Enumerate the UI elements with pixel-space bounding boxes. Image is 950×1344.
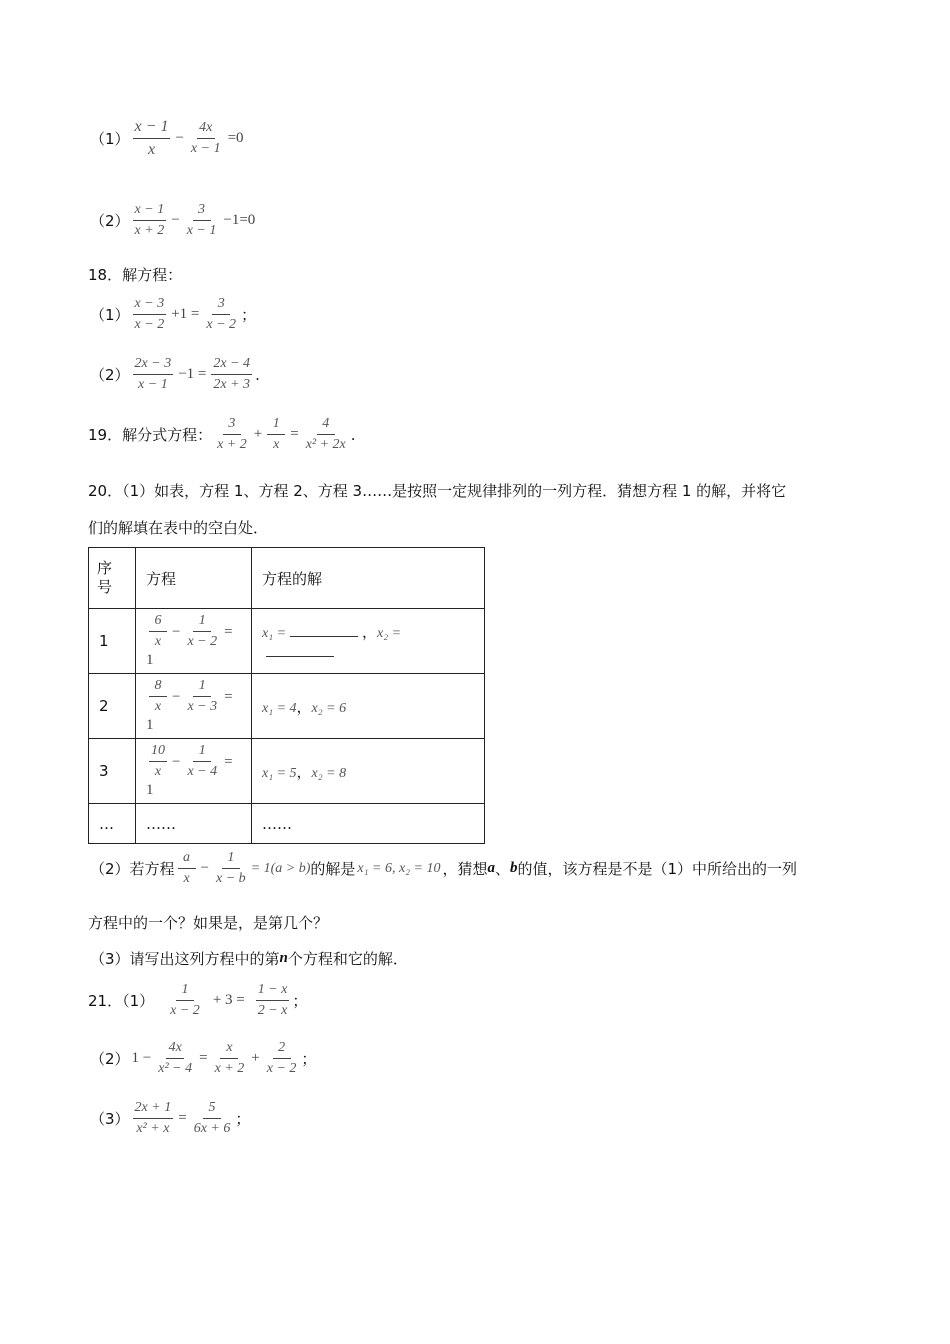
equation-tail: ； bbox=[235, 1110, 251, 1129]
equation-table bbox=[88, 547, 485, 844]
operator: + 3 = bbox=[212, 992, 245, 1009]
row-index: 3 bbox=[89, 739, 136, 804]
answer-blank-2[interactable] bbox=[266, 642, 334, 657]
fraction: $\frac{4}{\text{x² + 2x}}$ bbox=[305, 416, 346, 453]
row-index: … bbox=[89, 804, 136, 844]
equation-tail: ； bbox=[292, 992, 308, 1011]
q18-part2 bbox=[90, 356, 260, 393]
row-solution: x₁ = ，x₂ = bbox=[252, 609, 485, 674]
q20-part2: （2）若方程 $\frac{a}{x}$ − $\frac{1}{x - b}$ = 1(a > b) 的解是 x₁ = 6, x₂ = 10 ，猜想 a 、 b 的值，该方程是不是（1）中所给出的一列 bbox=[90, 850, 798, 887]
table-row bbox=[89, 804, 485, 844]
equation-tail: ； bbox=[301, 1050, 317, 1069]
fraction: $\frac{x - 1}{x}$ bbox=[134, 118, 169, 159]
fraction: $\frac{1}{x - 2}$ bbox=[170, 982, 200, 1019]
row-solution: x₁ = 5，x₂ = 8 bbox=[252, 739, 485, 804]
header-index: 序号 bbox=[89, 548, 136, 609]
operator: +1 = bbox=[171, 306, 200, 323]
part-label: （2） bbox=[90, 212, 130, 231]
row-solution: …… bbox=[252, 804, 485, 844]
q20-line1: 20．（1）如表，方程 1、方程 2、方程 3……是按照一定规律排列的一列方程．猜想方程 1 的解，并将它 bbox=[88, 482, 787, 500]
part-label: （2） bbox=[90, 366, 130, 385]
part-label: （1） bbox=[90, 130, 130, 149]
q20-line2: 们的解填在表中的空白处． bbox=[88, 519, 269, 537]
fraction: $\frac{2}{x - 2}$ bbox=[266, 1040, 297, 1077]
fraction: $\frac{x}{x + 2}$ bbox=[214, 1040, 245, 1077]
operator: −1 = bbox=[178, 366, 207, 383]
q17-part2 bbox=[90, 202, 257, 239]
fraction: $\frac{3}{x - 2}$ bbox=[206, 296, 237, 333]
fraction: $\frac{3}{x + 2}$ bbox=[217, 416, 247, 453]
fraction: $\frac{a}{x}$ bbox=[178, 850, 196, 887]
equation-tail: . bbox=[255, 365, 260, 384]
operator: − bbox=[171, 212, 180, 229]
q20-part3: （3）请写出这列方程中的第 n 个方程和它的解． bbox=[90, 950, 408, 968]
q18-part1 bbox=[90, 296, 256, 333]
q19-title: 19．解分式方程： bbox=[88, 426, 213, 445]
fraction: $\frac{2x - 3}{x - 1}$ bbox=[134, 356, 172, 393]
header-solution: 方程的解 bbox=[252, 548, 485, 609]
q18-title: 18．解方程： bbox=[88, 266, 183, 284]
q17-part1 bbox=[90, 118, 246, 160]
fraction: $\frac{2x + 1}{\text{x² + x}}$ bbox=[134, 1100, 172, 1137]
q21-part3: （3） $\frac{2x + 1}{\text{x² + x}}$ = $\frac{5}{6x + 6}$ ； bbox=[90, 1100, 251, 1137]
part-label: （3） bbox=[90, 1110, 130, 1129]
row-equation: $\frac{10}{x}$ − $\frac{1}{x - 4}$ = 1 bbox=[136, 739, 252, 804]
table-row bbox=[89, 739, 485, 804]
header-equation: 方程 bbox=[136, 548, 252, 609]
equation-tail: −1=0 bbox=[223, 212, 256, 229]
fraction: $\frac{x - 3}{x - 2}$ bbox=[134, 296, 165, 333]
q21-part1 bbox=[88, 982, 307, 1019]
equation-tail: ； bbox=[241, 306, 257, 325]
q20-part2-line2: 方程中的一个？如果是，是第几个？ bbox=[88, 914, 329, 932]
fraction: $\frac{1}{x - b}$ bbox=[216, 850, 246, 887]
fraction: $\frac{x - 1}{x + 2}$ bbox=[134, 202, 165, 239]
q21-part2: （2） 1 − $\frac{4x}{\text{x² − 4}}$ = $\frac{x}{x + 2}$ + $\frac{2}{x - 2}$ ； bbox=[90, 1040, 317, 1077]
equation-tail: =0 bbox=[227, 130, 244, 147]
operator: − bbox=[175, 130, 184, 147]
row-equation: $\frac{8}{x}$ − $\frac{1}{x - 3}$ = 1 bbox=[136, 674, 252, 739]
row-solution: x₁ = 4，x₂ = 6 bbox=[252, 674, 485, 739]
q19 bbox=[88, 416, 356, 453]
part-label: 21．（1） bbox=[88, 992, 155, 1011]
table-row bbox=[89, 609, 485, 674]
operator: = bbox=[290, 426, 299, 443]
fraction: $\frac{5}{6x + 6}$ bbox=[193, 1100, 231, 1137]
fraction: $\frac{2x - 4}{2x + 3}$ bbox=[213, 356, 251, 393]
part-label: （2） bbox=[90, 1050, 130, 1069]
fraction: $\frac{3}{x - 1}$ bbox=[186, 202, 217, 239]
equation-tail: . bbox=[350, 425, 356, 444]
fraction: $\frac{1 - x}{2 - x}$ bbox=[257, 982, 288, 1019]
row-equation: …… bbox=[136, 804, 252, 844]
operator: + bbox=[253, 426, 263, 443]
fraction: $\frac{4x}{x - 1}$ bbox=[190, 120, 221, 157]
fraction: $\frac{1}{x}$ bbox=[267, 416, 285, 453]
answer-blank-1[interactable] bbox=[290, 622, 358, 637]
fraction: $\frac{4x}{\text{x² − 4}}$ bbox=[158, 1040, 193, 1077]
row-index: 1 bbox=[89, 609, 136, 674]
row-equation: $\frac{6}{x}$ − $\frac{1}{x - 2}$ = 1 bbox=[136, 609, 252, 674]
part-label: （1） bbox=[90, 306, 130, 325]
table-row bbox=[89, 674, 485, 739]
row-index: 2 bbox=[89, 674, 136, 739]
